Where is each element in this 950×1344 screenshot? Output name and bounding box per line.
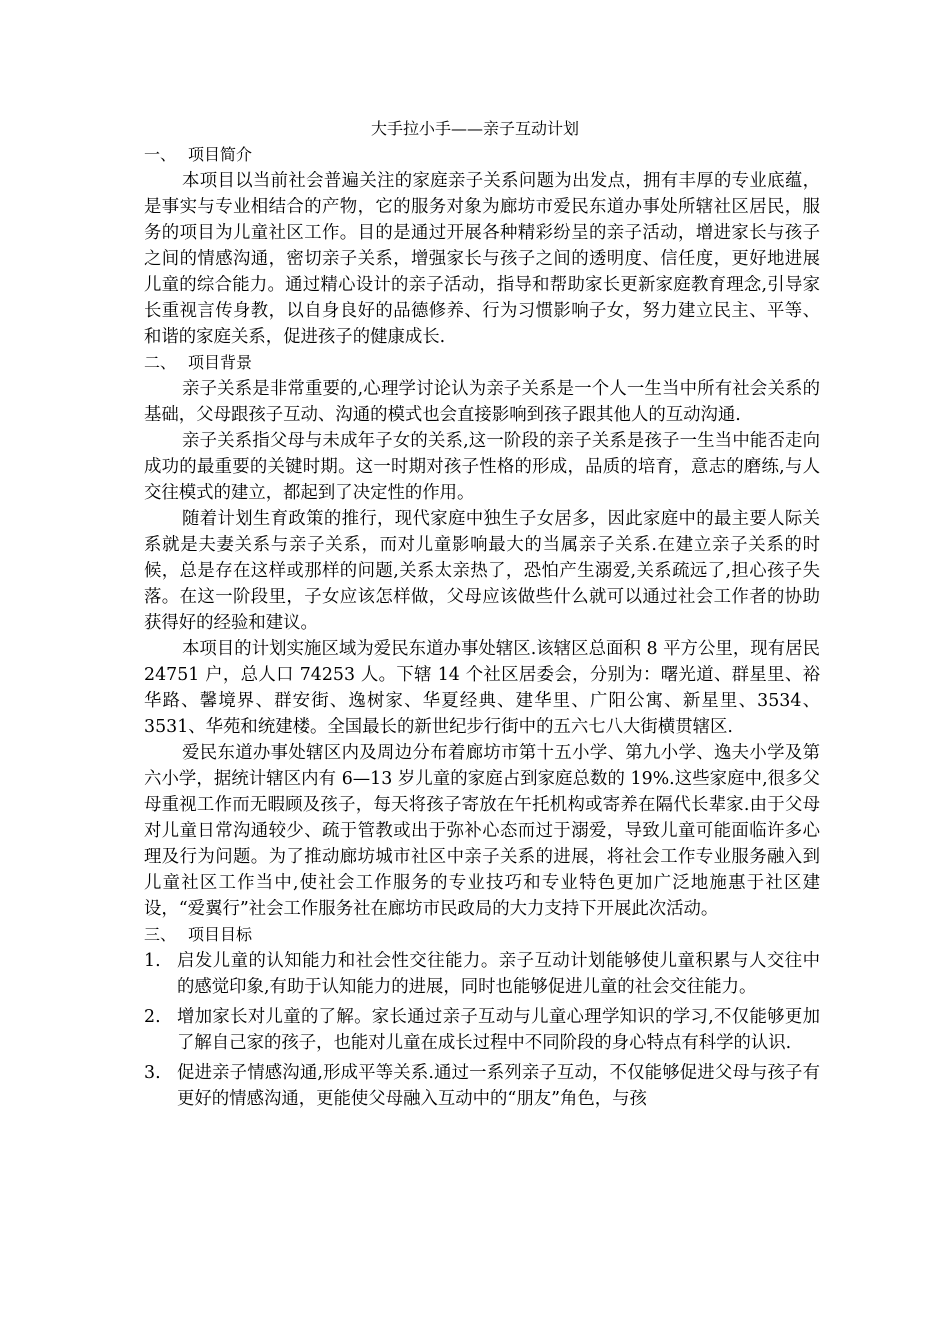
paragraph: 亲子关系指父母与未成年子女的关系,这一阶段的亲子关系是孩子一生当中能否走向成功的最重要的关键时期。这一时期对孩子性格的形成，品质的培育，意志的磨练,与人交往模式的建立，都起到了决定性的作用。 [144, 431, 820, 503]
document-title: 大手拉小手——亲子互动计划 [370, 119, 579, 138]
list-item: 1. 启发儿童的认知能力和社会性交往能力。亲子互动计划能够使儿童积累与人交往中的感觉印象,有助于认知能力的进展，同时也能够促进儿童的社会交往能力。 [144, 951, 820, 997]
paragraph: 爱民东道办事处辖区内及周边分布着廊坊市第十五小学、第九小学、逸夫小学及第六小学，据统计辖区内有 6—13 岁儿童的家庭占到家庭总数的 19%.这些家庭中,很多父母重视工作而无暇顾及孩子，每天将孩子寄放在午托机构或寄养在隔代长辈家.由于父母对儿童日常沟通较少、疏于管教或出于弥补心态而过于溺爱，导致儿童可能面临许多心理及行为问题。为了推动廊坊城市社区中亲子关系的进展，将社会工作专业服务融入到儿童社区工作当中,使社会工作服务的专业技巧和专业特色更加广泛地施惠于社区建设，“爱翼行”社会工作服务社在廊坊市民政局的大力支持下开展此次活动。 [144, 743, 820, 919]
paragraph: 本项目以当前社会普遍关注的家庭亲子关系问题为出发点，拥有丰厚的专业底蕴，是事实与专业相结合的产物，它的服务对象为廊坊市爱民东道办事处所辖社区居民，服务的项目为儿童社区工作。目的是通过开展各种精彩纷呈的亲子活动，增进家长与孩子之间的情感沟通，密切亲子关系，增强家长与孩子之间的透明度、信任度，更好地进展儿童的综合能力。通过精心设计的亲子活动，指导和帮助家长更新家庭教育理念,引导家长重视言传身教，以自身良好的品德修养、行为习惯影响子女，努力建立民主、平等、和谐的家庭关系，促进孩子的健康成长. [144, 171, 820, 347]
paragraph: 本项目的计划实施区域为爱民东道办事处辖区.该辖区总面积 8 平方公里，现有居民 24751 户，总人口 74253 人。下辖 14 个社区居委会，分别为：曙光道、群星里、裕华路、馨境界、群安街、逸树家、华夏经典、建华里、广阳公寓、新星里、3534、3531、华苑和统建楼。全国最长的新世纪步行街中的五六七八大街横贯辖区. [144, 639, 820, 737]
paragraph: 亲子关系是非常重要的,心理学讨论认为亲子关系是一个人一生当中所有社会关系的基础，父母跟孩子互动、沟通的模式也会直接影响到孩子跟其他人的互动沟通. [144, 379, 820, 425]
section-heading-background: 二、 项目背景 [144, 353, 253, 372]
section-heading-goals: 三、 项目目标 [144, 925, 253, 944]
paragraph: 随着计划生育政策的推行，现代家庭中独生子女居多，因此家庭中的最主要人际关系就是夫妻关系与亲子关系，而对儿童影响最大的当属亲子关系.在建立亲子关系的时候，总是存在这样或那样的问题,关系太亲热了，恐怕产生溺爱,关系疏远了,担心孩子失落。在这一阶段里，子女应该怎样做，父母应该做些什么就可以通过社会工作者的协助获得好的经验和建议。 [144, 509, 820, 633]
list-item: 3. 促进亲子情感沟通,形成平等关系.通过一系列亲子互动，不仅能够促进父母与孩子有更好的情感沟通，更能使父母融入互动中的“朋友”角色，与孩 [144, 1063, 820, 1109]
document-body [144, 142, 820, 1116]
list-item: 2. 增加家长对儿童的了解。家长通过亲子互动与儿童心理学知识的学习,不仅能够更加了解自己家的孩子，也能对儿童在成长过程中不同阶段的身心特点有科学的认识. [144, 1007, 820, 1053]
section-heading-intro: 一、 项目简介 [144, 145, 253, 164]
goals-list [144, 948, 820, 1112]
